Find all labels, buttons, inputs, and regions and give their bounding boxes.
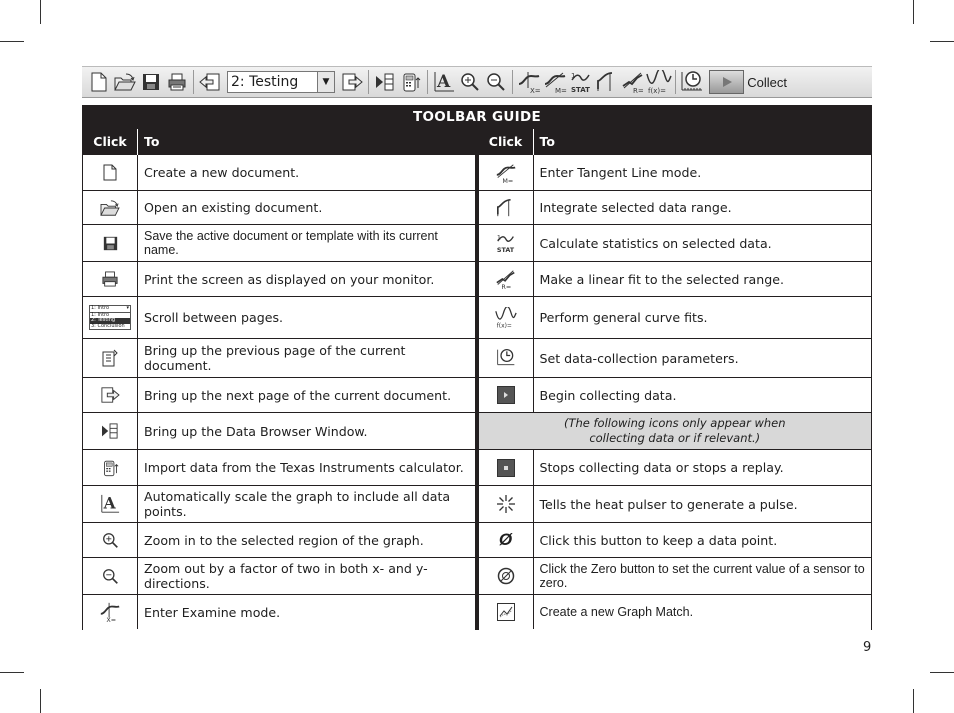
table-row xyxy=(83,523,475,558)
crop-mark xyxy=(0,41,24,42)
table-row xyxy=(83,262,475,297)
row-description: Bring up the next page of the current document. xyxy=(144,387,452,403)
page-list-icon xyxy=(89,305,131,330)
header-click: Click xyxy=(83,129,138,155)
row-description: Create a new Graph Match. xyxy=(539,605,694,619)
page-select[interactable] xyxy=(227,71,335,93)
row-description: Set data-collection parameters. xyxy=(539,350,739,366)
table-row xyxy=(479,450,872,486)
crop-mark xyxy=(913,689,914,713)
data-collection-icon xyxy=(496,348,516,368)
row-description: Zoom in to the selected region of the graph. xyxy=(144,532,424,548)
crop-mark xyxy=(930,672,954,673)
crop-mark xyxy=(913,0,914,24)
row-description: Save the active document or template with its current name. xyxy=(144,229,438,257)
table-row xyxy=(83,155,475,191)
row-description: Integrate selected data range. xyxy=(539,200,732,215)
toolbar-separator xyxy=(368,70,369,94)
header-to: To xyxy=(539,134,555,149)
new-document-icon[interactable] xyxy=(86,69,112,95)
crop-mark xyxy=(40,689,41,713)
collect-button[interactable] xyxy=(709,69,787,95)
stop-icon xyxy=(497,459,515,477)
note-row xyxy=(479,413,872,450)
toolbar xyxy=(82,66,872,98)
svg-text:1: 1 xyxy=(496,233,501,242)
row-description: Import data from the Texas Instruments calculator. xyxy=(144,460,464,475)
table-row xyxy=(479,155,872,191)
table-row xyxy=(479,339,872,378)
save-icon xyxy=(103,236,118,251)
row-description: Open an existing document. xyxy=(144,200,323,215)
data-browser-icon[interactable] xyxy=(372,69,398,95)
header-click: Click xyxy=(479,129,534,155)
svg-text:R=: R= xyxy=(633,87,644,94)
row-description: Enter Examine mode. xyxy=(144,604,281,620)
toolbar-separator xyxy=(427,70,428,94)
play-icon xyxy=(709,70,744,94)
ti-import-icon[interactable] xyxy=(398,69,424,95)
data-collection-icon[interactable] xyxy=(679,69,705,95)
open-document-icon[interactable] xyxy=(112,69,138,95)
row-description: Automatically scale the graph to include all data points. xyxy=(144,489,451,519)
row-description: Stops collecting data or stops a replay. xyxy=(539,460,784,475)
zoom-in-icon xyxy=(102,532,119,549)
table-row xyxy=(83,297,475,339)
collect-label: Collect xyxy=(747,74,787,90)
table-row xyxy=(83,378,475,413)
toolbar-separator xyxy=(675,70,676,94)
svg-text:f(x)=: f(x)= xyxy=(648,87,666,94)
zoom-in-icon[interactable] xyxy=(457,69,483,95)
table-row xyxy=(479,523,872,558)
chevron-down-icon: ▾ xyxy=(126,305,129,311)
print-icon xyxy=(101,271,119,287)
row-description: Calculate statistics on selected data. xyxy=(539,235,772,251)
previous-page-icon xyxy=(101,349,119,367)
table-row xyxy=(83,595,475,629)
next-page-icon xyxy=(100,386,120,404)
column-header xyxy=(83,129,475,155)
svg-text:f(x)=: f(x)= xyxy=(496,322,512,329)
integrate-icon[interactable] xyxy=(594,69,620,95)
statistics-icon xyxy=(495,232,517,254)
table-row xyxy=(83,191,475,225)
page-number: 9 xyxy=(863,640,872,655)
row-description: Bring up the Data Browser Window. xyxy=(144,423,368,439)
page-list-item: 1: Intro xyxy=(91,305,110,311)
row-description: Perform general curve fits. xyxy=(539,310,708,325)
crop-mark xyxy=(40,0,41,24)
svg-text:R=: R= xyxy=(500,283,511,290)
svg-text:1: 1 xyxy=(571,72,576,80)
table-row xyxy=(479,262,872,297)
curve-fit-icon xyxy=(495,307,517,329)
row-description: Scroll between pages. xyxy=(144,310,284,325)
row-description: Print the screen as displayed on your monitor. xyxy=(144,271,435,287)
table-row xyxy=(83,339,475,378)
integrate-icon xyxy=(496,198,516,218)
header-to: To xyxy=(144,134,160,149)
svg-text:M=: M= xyxy=(501,176,513,184)
left-column xyxy=(82,129,475,630)
svg-text:X=: X= xyxy=(530,87,541,94)
toolbar-guide-table xyxy=(82,105,872,630)
table-row xyxy=(479,595,872,629)
guide-title: TOOLBAR GUIDE xyxy=(82,105,872,129)
crop-mark xyxy=(930,41,954,42)
print-icon[interactable] xyxy=(164,69,190,95)
chevron-down-icon[interactable]: ▼ xyxy=(317,72,334,92)
row-description: Make a linear fit to the selected range. xyxy=(539,271,785,287)
linear-fit-icon[interactable] xyxy=(620,69,646,95)
zoom-out-icon xyxy=(102,568,119,585)
right-column xyxy=(479,129,873,630)
curve-fit-icon[interactable] xyxy=(646,69,672,95)
autoscale-icon xyxy=(100,494,120,514)
next-page-icon[interactable] xyxy=(339,69,365,95)
zero-icon xyxy=(497,567,515,585)
table-row xyxy=(479,558,872,595)
graph-match-icon xyxy=(497,603,515,621)
previous-page-icon[interactable] xyxy=(197,69,223,95)
row-description: Zoom out by a factor of two in both x- and y-directions. xyxy=(144,561,428,591)
examine-icon xyxy=(99,601,121,623)
examine-icon[interactable] xyxy=(516,69,542,95)
tangent-icon[interactable] xyxy=(542,69,568,95)
table-row xyxy=(83,450,475,486)
svg-text:STAT: STAT xyxy=(571,86,590,94)
svg-text:A: A xyxy=(437,72,451,92)
tangent-icon xyxy=(495,162,517,184)
table-row xyxy=(83,486,475,523)
page-list-item: 3: Conclusion xyxy=(91,322,125,329)
crop-mark xyxy=(0,672,24,673)
linear-fit-icon xyxy=(495,268,517,290)
table-row xyxy=(479,191,872,225)
table-row xyxy=(83,413,475,450)
column-header xyxy=(479,129,872,155)
toolbar-separator xyxy=(193,70,194,94)
note-text: (The following icons only appear when collecting data or if relevant.) xyxy=(563,416,786,445)
row-description: Tells the heat pulser to generate a pulse. xyxy=(539,496,798,512)
statistics-icon[interactable] xyxy=(568,69,594,95)
open-document-icon xyxy=(100,199,120,217)
svg-text:A: A xyxy=(103,494,116,513)
keep-icon: Ø xyxy=(498,530,513,549)
table-row xyxy=(479,225,872,262)
autoscale-icon[interactable] xyxy=(431,69,457,95)
new-document-icon xyxy=(103,164,117,181)
row-description: Enter Tangent Line mode. xyxy=(539,165,702,180)
collect-icon xyxy=(497,386,515,404)
row-description: Bring up the previous page of the current document. xyxy=(144,343,406,373)
table-row xyxy=(479,297,872,339)
row-description: Begin collecting data. xyxy=(539,387,677,403)
row-description: Click the Zero button to set the current value of a sensor to zero. xyxy=(539,562,865,590)
row-description: Create a new document. xyxy=(144,165,300,180)
page-select-value: 2: Testing xyxy=(231,74,299,90)
svg-text:M=: M= xyxy=(555,87,567,94)
table-row xyxy=(479,378,872,413)
svg-text:STAT: STAT xyxy=(496,246,514,254)
svg-text:X=: X= xyxy=(106,616,117,623)
ti-import-icon xyxy=(102,459,119,477)
heat-pulse-icon xyxy=(496,494,516,514)
table-row xyxy=(83,558,475,595)
zoom-out-icon[interactable] xyxy=(483,69,509,95)
toolbar-separator xyxy=(512,70,513,94)
row-description: Click this button to keep a data point. xyxy=(539,532,778,548)
table-row xyxy=(83,225,475,262)
page-list-item: 1: Intro xyxy=(91,311,110,318)
page-list-item: 2: Testing xyxy=(90,318,130,324)
data-browser-icon xyxy=(101,423,119,439)
table-row xyxy=(479,486,872,523)
save-icon[interactable] xyxy=(138,69,164,95)
